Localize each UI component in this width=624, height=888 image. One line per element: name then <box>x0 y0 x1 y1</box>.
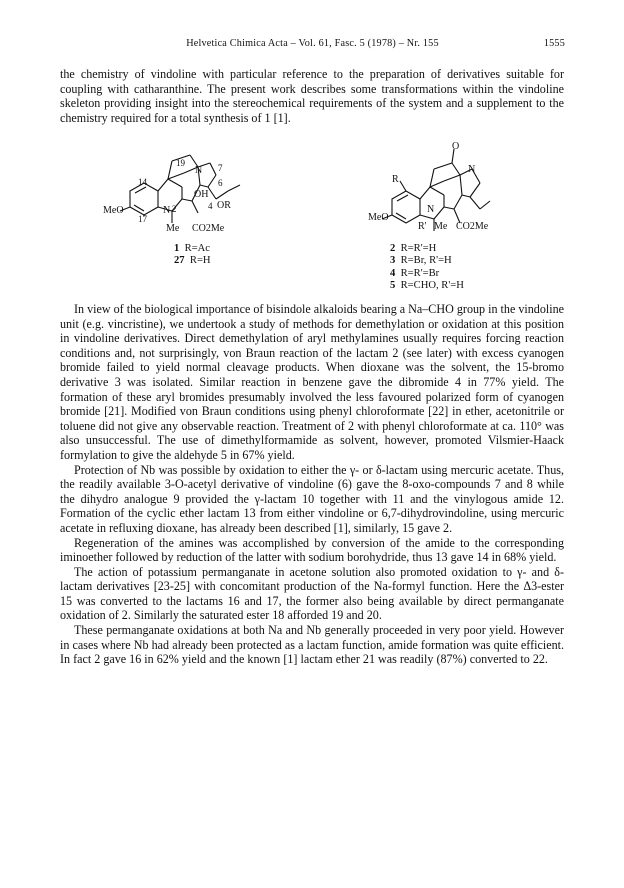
body-text <box>60 302 564 667</box>
right-caption-row: 5 R=CHO, R'=H <box>390 280 464 292</box>
right-label-me: Me <box>434 221 448 232</box>
body-paragraph: The action of potassium permanganate in acetone solution also promoted oxidation to γ- and δ-lactam derivatives [23-25] with concomitant production of the Na-formyl function. Here the Δ3-ester 15 was converted to the lactams 16 and 17, the former also being available by direct permanganate oxidation of 2. Similarly the saturated ester 18 afforded 19 and 20. <box>60 564 564 623</box>
right-label-co2me: CO2Me <box>456 221 489 232</box>
right-caption-row: 4 R=R'=Br <box>390 267 440 279</box>
left-label-17: 17 <box>138 214 147 224</box>
right-label-meo: MeO <box>368 212 389 223</box>
running-title: Helvetica Chimica Acta – Vol. 61, Fasc. 5 (1978) – Nr. 155 <box>186 38 439 49</box>
right-caption <box>390 243 464 293</box>
body-paragraph: These permanganate oxidations at both Na and Nb generally proceeded in very poor yield. However in cases where Nb had already been protected as a lactam function, amide formation was quite efficient. In fact 2 gave 16 in 62% yield and the known [1] lactam ether 21 was readily (87%) converted to 22. <box>60 623 564 667</box>
right-label-r-prime: R' <box>418 221 427 232</box>
body-paragraph: In view of the biological importance of bisindole alkaloids bearing a Na–CHO group in the vindoline unit (e.g. vincristine), we undertook a study of methods for demethylation or oxidation at this position in vindoline derivatives. Direct demethylation of aryl methylamines usually requires forcing reaction conditions and, not surprisingly, von Braun reaction of the lactam 2 (see later) with excess cyanogen bromide failed to yield normal cleavage products. When dioxane was the solvent, the 15-bromo derivative 3 was isolated. Similar reaction in benzene gave the dibromide 4 in 77% yield. The formation of these aryl bromides presumably involved the less favoured polarized form of cyanogen bromide [21]. Modified von Braun conditions using phenyl chloroformate [22] in ether, acetonitrile or toluene did not give any observable reaction. Treatment of 2 with phenyl chloroformate at ca. 110° was also unsuccessful. The use of dimethylformamide as solvent, however, promoted Vilsmier-Haack formylation to give the aldehyde 5 in 67% yield. <box>60 302 565 462</box>
right-caption-row: 2 R=R'=H <box>390 243 437 254</box>
left-caption <box>174 243 211 268</box>
left-label-oh: OH <box>194 189 209 200</box>
intro-text <box>60 67 564 125</box>
running-header <box>60 38 565 52</box>
right-caption-row: 3 R=Br, R'=H <box>390 255 452 267</box>
right-label-o: O <box>452 141 460 152</box>
right-label-r: R <box>392 174 399 185</box>
right-label-n-top: N <box>468 164 476 175</box>
body-paragraph: Regeneration of the amines was accomplished by conversion of the amide to the corresponding iminoether followed by reduction of the latter with sodium borohydride, thus 13 gave 14 in 68% yield. <box>60 535 564 565</box>
left-caption-row: 27 R=H <box>174 255 211 267</box>
left-label-14: 14 <box>138 177 147 187</box>
left-label-2: 2 <box>172 204 177 214</box>
right-label-n-bottom: N <box>427 204 435 215</box>
left-label-n-bottom: N <box>163 205 171 216</box>
structures-figure <box>60 143 565 303</box>
left-caption-row: 1 R=Ac <box>174 243 210 254</box>
lactam-structure-drawing <box>350 139 550 249</box>
left-label-19: 19 <box>176 158 185 168</box>
left-label-4: 4 <box>208 201 213 211</box>
left-label-co2me: CO2Me <box>192 223 225 234</box>
left-label-6: 6 <box>218 178 223 188</box>
page-number: 1555 <box>543 38 565 49</box>
left-label-or: OR <box>217 200 231 211</box>
left-label-7: 7 <box>218 163 223 173</box>
left-label-me: Me <box>166 223 180 234</box>
intro-paragraph: the chemistry of vindoline with particular reference to the preparation of derivatives suitable for coupling with catharanthine. The present work describes some transformations within the vindoline skeleton providing insight into the stereochemical requirements of the system and a supplement to the chemistry required for a total synthesis of 1 [1]. <box>60 67 564 125</box>
left-label-n-top: N <box>195 165 203 176</box>
left-label-meo: MeO <box>103 205 124 216</box>
body-paragraph: Protection of Nb was possible by oxidation to either the γ- or δ-lactam using mercuric acetate. Thus, the readily available 3-O-acetyl derivative of vindoline (6) gave the 8-oxo-compounds 7 and 8 while the dihydro analogue 9 provided the γ-lactam 10 together with 11 and the vinylogous amide 12. Formation of the cyclic ether lactam 13 from either vindoline or 6,7-dihydrovindoline, using mercuric acetate in refluxing dioxane, has already been described [1], similarly, 15 gave 2. <box>60 462 564 535</box>
